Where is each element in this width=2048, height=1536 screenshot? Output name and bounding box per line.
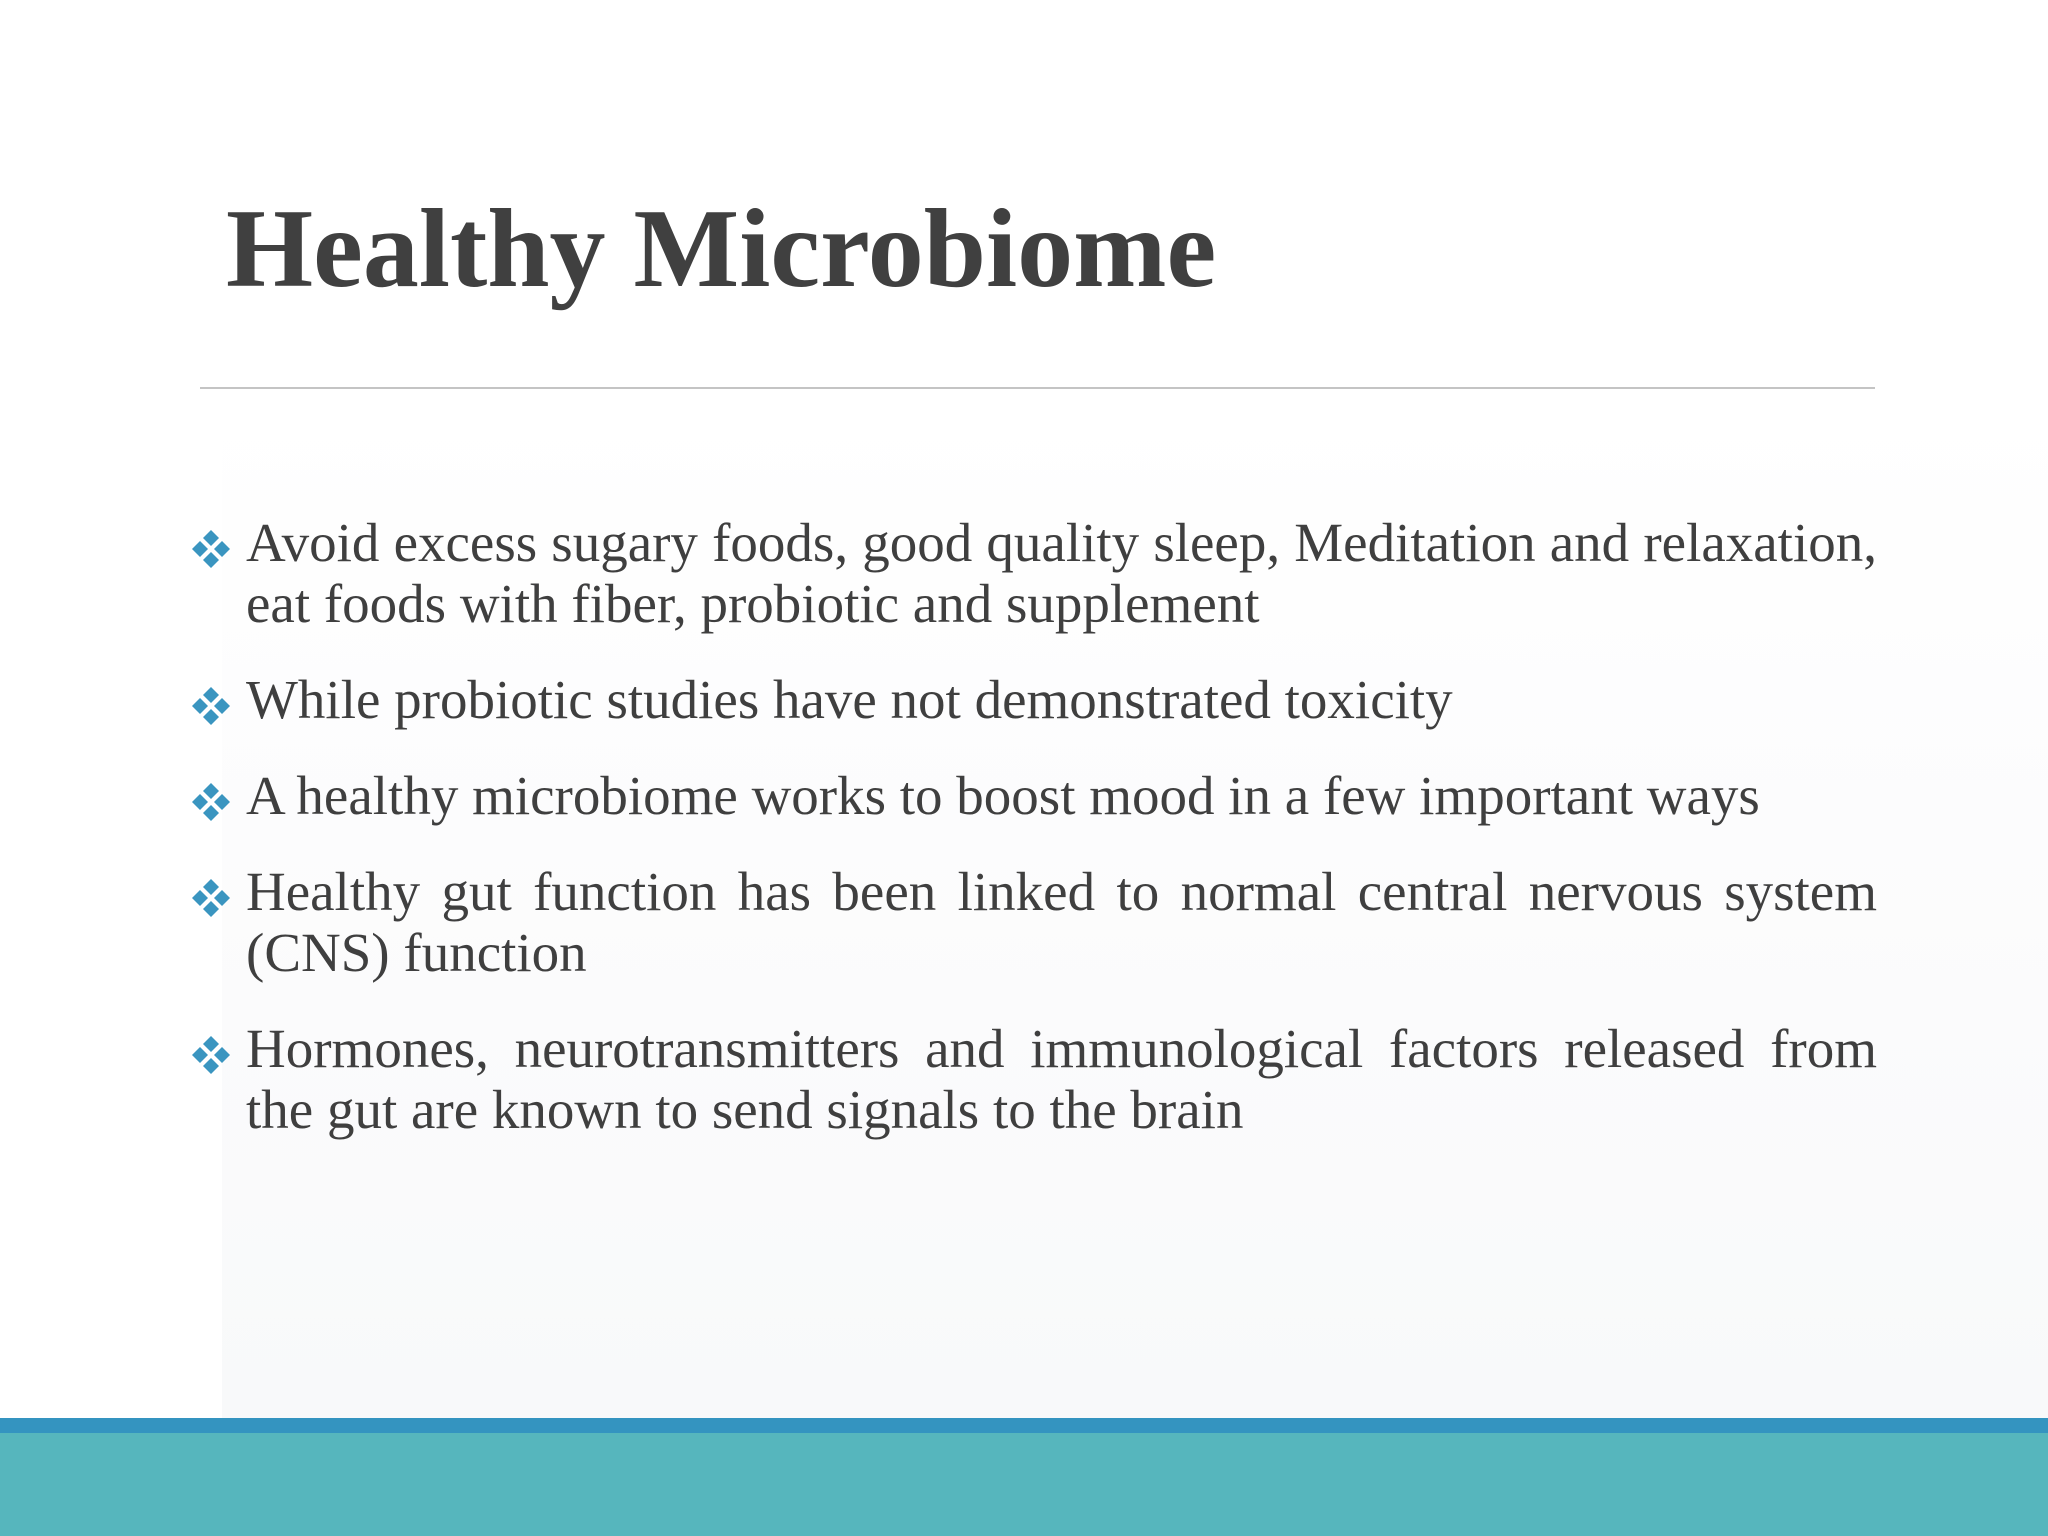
four-diamond-bullet-icon: [190, 877, 232, 919]
bullet-item: [187, 1018, 1877, 1140]
footer-accent-line: [0, 1418, 2048, 1433]
bullet-item: [187, 669, 1877, 730]
four-diamond-bullet-icon: [190, 685, 232, 727]
bullet-item: [187, 512, 1877, 634]
four-diamond-bullet-icon: [190, 1034, 232, 1076]
four-diamond-bullet-icon: [190, 528, 232, 570]
bullet-list: [187, 512, 1877, 1175]
footer-bar: [0, 1433, 2048, 1536]
bullet-text: Avoid excess sugary foods, good quality sleep, Meditation and relaxation, eat foods with fiber, probiotic and supplement: [246, 512, 1877, 634]
bullet-item: [187, 765, 1877, 826]
bullet-text: Hormones, neurotransmitters and immunological factors released from the gut are known to send signals to the brain: [246, 1018, 1877, 1140]
bullet-text: A healthy microbiome works to boost mood in a few important ways: [246, 765, 1760, 826]
title-divider: [200, 387, 1875, 389]
bullet-item: [187, 861, 1877, 983]
bullet-text: While probiotic studies have not demonstrated toxicity: [246, 669, 1453, 730]
bullet-text: Healthy gut function has been linked to normal central nervous system (CNS) function: [246, 861, 1877, 983]
slide-title: Healthy Microbiome: [226, 187, 1217, 311]
four-diamond-bullet-icon: [190, 781, 232, 823]
